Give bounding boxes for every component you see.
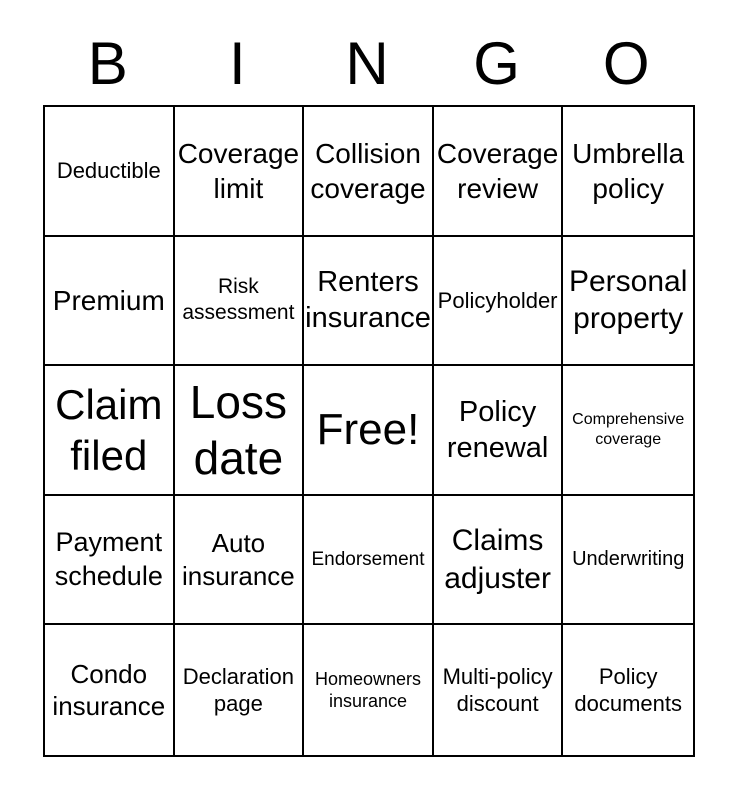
bingo-cell[interactable]: Deductible (45, 107, 175, 237)
bingo-cell[interactable]: Coverage review (434, 107, 564, 237)
bingo-cell[interactable]: Declaration page (175, 625, 305, 755)
bingo-title-letter-n: N (345, 30, 389, 97)
bingo-title-letter-b: B (87, 30, 128, 97)
bingo-cell[interactable]: Claim filed (45, 366, 175, 496)
bingo-cell[interactable]: Claims adjuster (434, 496, 564, 626)
bingo-cell[interactable]: Premium (45, 237, 175, 367)
bingo-cell[interactable]: Auto insurance (175, 496, 305, 626)
bingo-free-cell[interactable]: Free! (304, 366, 434, 496)
bingo-cell[interactable]: Loss date (175, 366, 305, 496)
bingo-cell[interactable]: Homeowners insurance (304, 625, 434, 755)
bingo-cell[interactable]: Comprehensive coverage (563, 366, 693, 496)
bingo-cell[interactable]: Payment schedule (45, 496, 175, 626)
bingo-cell[interactable]: Renters insurance (304, 237, 434, 367)
bingo-cell[interactable]: Personal property (563, 237, 693, 367)
bingo-cell[interactable]: Policyholder (434, 237, 564, 367)
bingo-title (43, 30, 691, 98)
bingo-cell[interactable]: Multi-policy discount (434, 625, 564, 755)
bingo-title-letter-g: G (473, 30, 520, 97)
bingo-cell[interactable]: Policy documents (574, 663, 682, 717)
bingo-cell[interactable]: Umbrella policy (563, 107, 693, 237)
bingo-cell[interactable]: Coverage limit (175, 107, 305, 237)
bingo-title-letter-o: O (602, 30, 650, 97)
bingo-cell[interactable]: Condo insurance (45, 625, 175, 755)
bingo-cell[interactable]: Endorsement (304, 496, 434, 626)
bingo-card (43, 105, 695, 757)
bingo-cell[interactable]: Risk assessment (175, 237, 305, 367)
bingo-cell[interactable]: Collision coverage (304, 107, 434, 237)
bingo-cell[interactable]: Underwriting (563, 496, 693, 626)
bingo-title-letter-i: I (229, 30, 246, 97)
bingo-cell[interactable]: Policy renewal (434, 366, 564, 496)
